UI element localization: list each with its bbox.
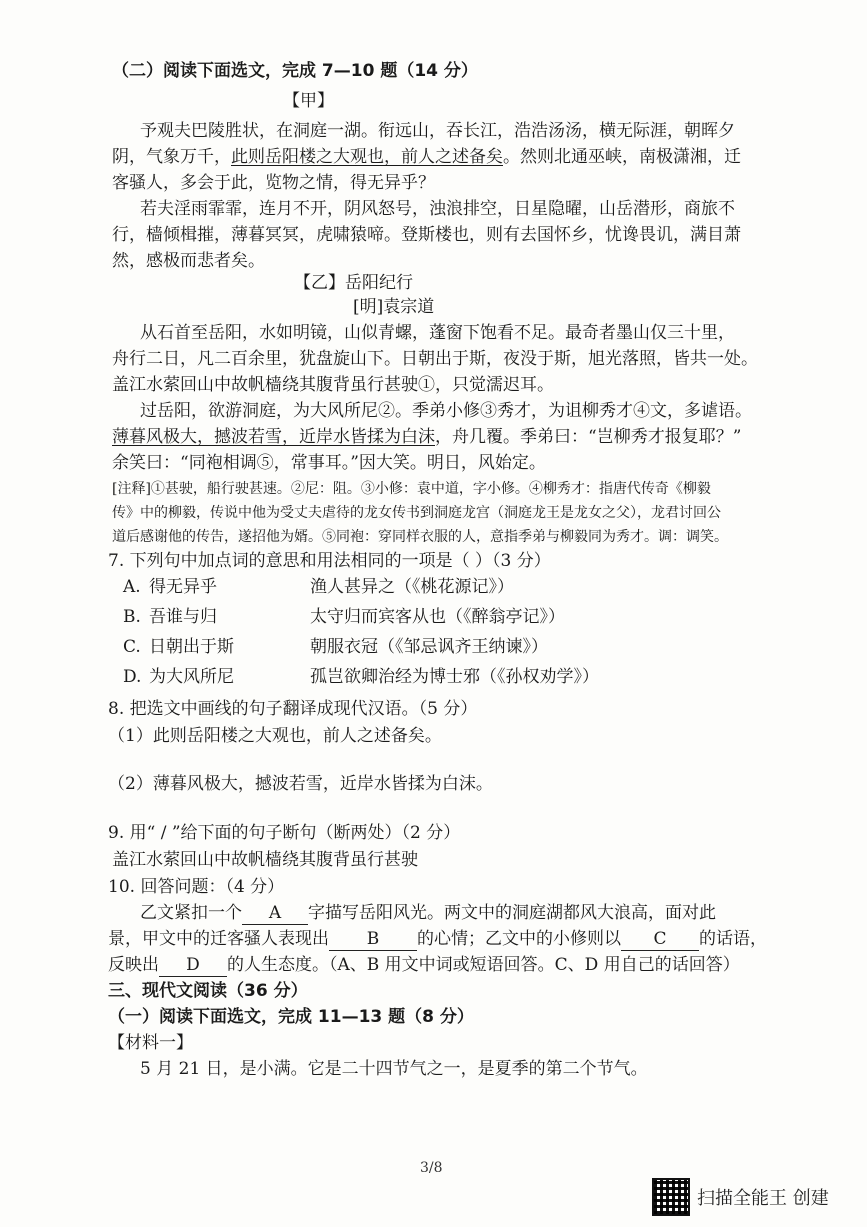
blank-d: D bbox=[159, 954, 227, 977]
q10-line1 bbox=[140, 902, 716, 925]
q10-line3 bbox=[108, 954, 740, 977]
q9-sentence: 盖江水萦回山中故帆樯绕其腹背虽行甚驶 bbox=[112, 850, 418, 870]
q10-text: 乙文紧扣一个 bbox=[140, 903, 242, 923]
page-number: 3/8 bbox=[420, 1160, 443, 1176]
q8-stem: 8. 把选文中画线的句子翻译成现代汉语。（5 分） bbox=[108, 699, 478, 719]
q7-option-c bbox=[123, 636, 548, 658]
q10-text: 的心情；乙文中的小修则以 bbox=[417, 929, 621, 949]
jia-p2-line1: 若夫淫雨霏霏，连月不开，阴风怒号，浊浪排空，日星隐曜，山岳潜形，商旅不 bbox=[140, 199, 735, 219]
yi-p2-line2-b: ，舟几覆。季弟曰：“岂柳秀才报复耶？” bbox=[435, 427, 742, 447]
yi-label: 【乙】岳阳纪行 bbox=[294, 273, 413, 293]
option-right: 孤岂欲卿治经为博士邪（《孙权劝学》） bbox=[310, 667, 599, 687]
q10-text: 的话语， bbox=[699, 929, 767, 949]
option-right: 渔人甚异之（《桃花源记》） bbox=[310, 577, 514, 597]
qr-code-icon bbox=[652, 1178, 690, 1216]
yi-p2-line2 bbox=[112, 426, 741, 448]
blank-a: A bbox=[242, 902, 308, 925]
q7-option-a bbox=[123, 576, 514, 598]
q8-sentence1: （1）此则岳阳楼之大观也，前人之述备矣。 bbox=[108, 726, 442, 746]
jia-p1-line2-a: 阴，气象万千， bbox=[112, 147, 231, 167]
jia-p1-line1: 予观夫巴陵胜状，在洞庭一湖。衔远山，吞长江，浩浩汤汤，横无际涯，朝晖夕 bbox=[140, 121, 735, 141]
notes-line3: 道后感谢他的传告，遂招他为婿。⑤同袍：穿同样衣服的人，意指季弟与柳毅同为秀才。调：调笑。 bbox=[112, 529, 728, 545]
blank-c: C bbox=[621, 928, 699, 951]
option-left: 得无异乎 bbox=[149, 577, 217, 597]
yi-underlined-sentence: 薄暮风极大，撼波若雪，近岸水皆揉为白沫 bbox=[112, 427, 435, 447]
notes-line2: 传》中的柳毅，传说中他为受丈夫虐待的龙女传书到洞庭龙宫（洞庭龙王是龙女之父），龙君讨回公 bbox=[112, 505, 721, 521]
yi-p2-line3: 余笑曰：“同袍相调⑤，常事耳。”因大笑。明日，风始定。 bbox=[112, 453, 546, 473]
notes-line1: [注释]①甚驶，船行驶甚速。②尼：阻。③小修：袁中道，字小修。④柳秀才：指唐代传奇《柳毅 bbox=[112, 481, 711, 497]
option-label: A. bbox=[123, 577, 141, 597]
option-left: 日朝出于斯 bbox=[149, 637, 234, 657]
option-label: B. bbox=[123, 607, 141, 627]
jia-p1-line2-b: 。然则北通巫峡，南极潇湘，迁 bbox=[503, 147, 741, 167]
option-right: 太守归而宾客从也（《醉翁亭记》） bbox=[310, 607, 565, 627]
yi-p2-line1: 过岳阳，欲游洞庭，为大风所尼②。季弟小修③秀才，为诅柳秀才④文，多谑语。 bbox=[140, 401, 752, 421]
blank-b: B bbox=[329, 928, 417, 951]
option-label: D. bbox=[123, 667, 142, 687]
q10-text: 的人生态度。（A、B 用文中词或短语回答。C、D 用自己的话回答） bbox=[227, 955, 740, 975]
q10-text: 字描写岳阳风光。两文中的洞庭湖都风大浪高，面对此 bbox=[308, 903, 716, 923]
material1-label: 【材料一】 bbox=[108, 1033, 193, 1053]
q9-stem: 9. 用“ / ”给下面的句子断句（断两处）（2 分） bbox=[108, 823, 461, 843]
section3-heading: 三、现代文阅读（36 分） bbox=[108, 981, 308, 1001]
jia-p1-line3: 客骚人，多会于此，览物之情，得无异乎？ bbox=[112, 173, 435, 193]
option-left: 吾谁与归 bbox=[149, 607, 217, 627]
q10-text: 景，甲文中的迁客骚人表现出 bbox=[108, 929, 329, 949]
sub1-heading: （一）阅读下面选文，完成 11—13 题（8 分） bbox=[108, 1007, 474, 1027]
jia-p2-line3: 然，感极而悲者矣。 bbox=[112, 251, 265, 271]
option-right: 朝服衣冠（《邹忌讽齐王纳谏》） bbox=[310, 637, 548, 657]
option-left: 为大风所尼 bbox=[149, 667, 234, 687]
jia-label: 【甲】 bbox=[283, 91, 334, 111]
q10-line2 bbox=[108, 928, 767, 951]
material1-text: 5 月 21 日，是小满。它是二十四节气之一，是夏季的第二个节气。 bbox=[140, 1059, 648, 1079]
q8-sentence2: （2）薄暮风极大，撼波若雪，近岸水皆揉为白沫。 bbox=[108, 774, 493, 794]
q7-stem: 7. 下列句中加点词的意思和用法相同的一项是（ ）（3 分） bbox=[108, 551, 551, 571]
jia-p2-line2: 行，樯倾楫摧，薄暮冥冥，虎啸猿啼。登斯楼也，则有去国怀乡，忧谗畏讥，满目萧 bbox=[112, 225, 741, 245]
yi-author: [明]袁宗道 bbox=[353, 297, 435, 317]
yi-p1-line2: 舟行二日，凡二百余里，犹盘旋山下。日朝出于斯，夜没于斯，旭光落照，皆共一处。 bbox=[112, 349, 758, 369]
scanner-watermark: 扫描全能王 创建 bbox=[697, 1188, 829, 1209]
jia-p1-line2 bbox=[112, 146, 741, 168]
yi-p1-line3: 盖江水萦回山中故帆樯绕其腹背虽行甚驶①，只觉濡迟耳。 bbox=[112, 375, 554, 395]
jia-underlined-sentence: 此则岳阳楼之大观也，前人之述备矣 bbox=[231, 147, 503, 167]
yi-p1-line1: 从石首至岳阳，水如明镜，山似青螺，蓬窗下饱看不足。最奇者墨山仅三十里， bbox=[140, 323, 735, 343]
q7-option-b bbox=[123, 606, 565, 628]
q10-stem: 10. 回答问题：（4 分） bbox=[108, 877, 285, 897]
option-label: C. bbox=[123, 637, 141, 657]
q7-option-d bbox=[123, 666, 599, 688]
q10-text: 反映出 bbox=[108, 955, 159, 975]
section2-heading: （二）阅读下面选文，完成 7—10 题（14 分） bbox=[112, 61, 478, 81]
